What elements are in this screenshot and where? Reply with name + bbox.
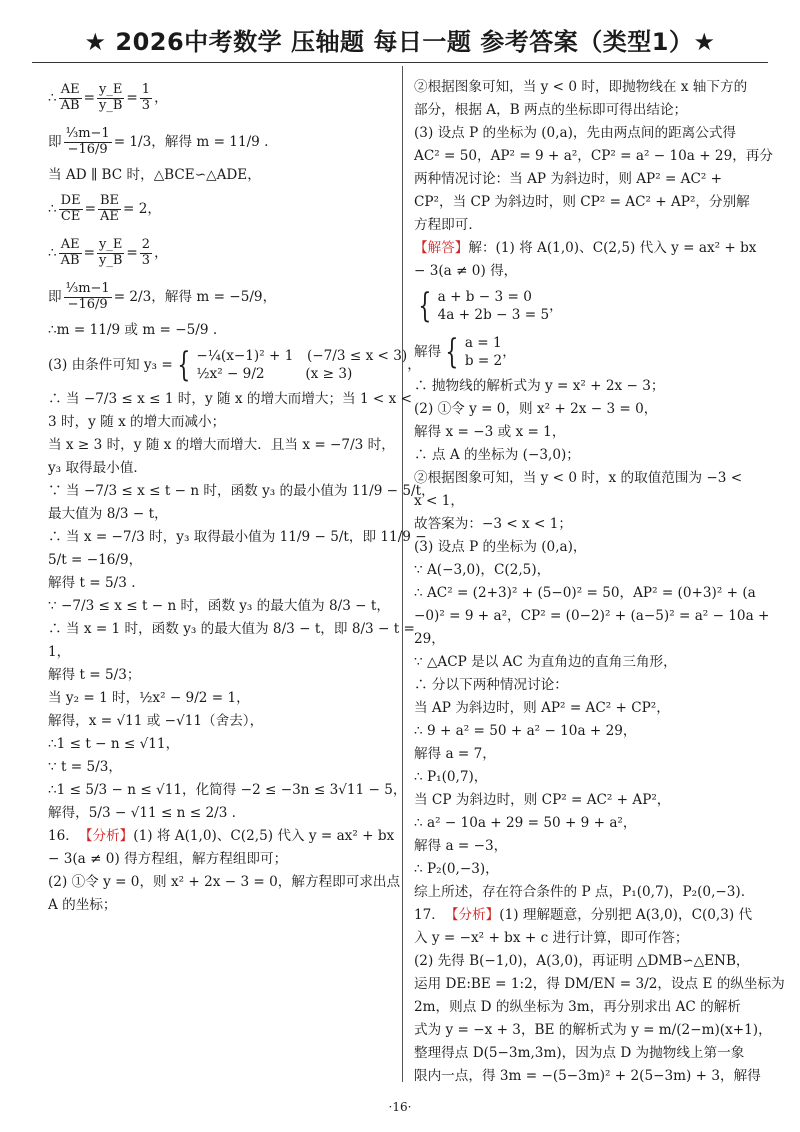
- text-line: [414, 283, 756, 329]
- equation-row: a = 1: [464, 334, 502, 351]
- text-line: [414, 421, 756, 444]
- left-brace: {: [445, 332, 459, 372]
- line-text: ②根据图象可知，当 y < 0 时，x 的取值范围为 −3 <: [414, 470, 743, 487]
- fraction-numerator: BE: [99, 192, 120, 208]
- line-text: CP²，当 CP 为斜边时，则 CP² = AC² + AP²，分别解: [414, 194, 750, 211]
- line-text: 综上所述，存在符合条件的 P 点，P₁(0,7)，P₂(0,−3).: [414, 884, 746, 901]
- line-text: 解：(1) 将 A(1,0)、C(2,5) 代入 y = ax² + bx: [468, 240, 757, 257]
- line-text: 当 CP 为斜边时，则 CP² = AC² + AP²，: [414, 792, 671, 809]
- text-line: [414, 904, 756, 927]
- text-line: [414, 398, 756, 421]
- equation-system: [465, 334, 502, 371]
- fraction-denominator: −16/9: [67, 296, 108, 312]
- fraction-numerator: y_E: [99, 81, 123, 97]
- text-line: [414, 927, 756, 950]
- fraction-numerator: DE: [60, 192, 81, 208]
- text-line: [414, 1065, 761, 1088]
- line-text: 29，: [414, 631, 445, 648]
- text-line: [414, 1042, 756, 1065]
- text-line: [48, 231, 394, 275]
- line-text: ∴ 当 x = 1 时，函数 y₃ 的最大值为 8/3 − t，即 8/3 − t =: [48, 621, 415, 638]
- line-text: ∴ 抛物线的解析式为 y = x² + 2x − 3；: [414, 378, 665, 395]
- line-text: 解得 t = 5/3 .: [48, 575, 136, 592]
- fraction: [59, 194, 83, 225]
- text-line: [414, 536, 756, 559]
- line-text: 两种情况讨论：当 AP 为斜边时，则 AP² = AC² +: [414, 171, 723, 188]
- line-text: (3) 设点 P 的坐标为 (0,a)，先由两点间的距离公式得: [414, 125, 737, 142]
- text-line: [414, 582, 756, 605]
- fraction-denominator: CE: [60, 208, 81, 224]
- text-line: [414, 1019, 772, 1042]
- equals-sign: =: [126, 89, 138, 106]
- line-text: 解得，5/3 − √11 ≤ n ≤ 2/3 .: [48, 805, 236, 822]
- text-line: [48, 572, 394, 595]
- text-line: [414, 720, 756, 743]
- text-line: [48, 76, 394, 120]
- text-line: [48, 411, 394, 434]
- text-line: [48, 187, 394, 231]
- text-line: [414, 214, 756, 237]
- line-text: AC² = 50，AP² = 9 + a²，CP² = a² − 10a + 29，再分: [414, 148, 773, 165]
- problem-number: 16．: [48, 828, 79, 845]
- text-line: [414, 122, 756, 145]
- line-text: 限内一点，得 3m = −(5−3m)² + 2(5−3m) + 3，解得: [414, 1068, 761, 1085]
- text-line: [48, 802, 394, 825]
- line-text: 解得 x = −3 或 x = 1，: [414, 424, 566, 441]
- line-text: ∵ −7/3 ≤ x ≤ t − n 时，函数 y₃ 的最大值为 8/3 − t，: [48, 598, 390, 615]
- equation-system: [196, 347, 407, 384]
- line-text: ∵ A(−3,0)，C(2,5)，: [414, 562, 551, 579]
- line-text: ∴1 ≤ t − n ≤ √11，: [48, 736, 180, 753]
- line-text: (2) ①令 y = 0，则 x² + 2x − 3 = 0，解方程即可求出点: [48, 874, 401, 891]
- text-line: [48, 388, 413, 411]
- text-line: [48, 319, 394, 342]
- equals-sign: =: [83, 89, 95, 106]
- fraction-denominator: AB: [60, 252, 80, 268]
- line-text: 运用 DE:BE = 1:2，得 DM/EN = 3/2，设点 E 的纵坐标为: [414, 976, 785, 993]
- equation-system: [438, 288, 550, 325]
- fraction-numerator: AE: [60, 236, 80, 252]
- fraction-numerator: 2: [141, 236, 151, 252]
- line-text: 方程即可．: [414, 217, 482, 234]
- line-text: x < 1，: [414, 493, 464, 510]
- fraction: [98, 194, 121, 225]
- text-line: [48, 164, 394, 187]
- text-line: [414, 628, 756, 651]
- line-text: ∴1 ≤ 5/3 − n ≤ √11，化简得 −2 ≤ −3n ≤ 3√11 − 5，: [48, 782, 407, 799]
- text-line: [414, 76, 756, 99]
- text-line: [414, 490, 756, 513]
- line-text: −0)² = 9 + a²，CP² = (0−2)² + (a−5)² = a² − 10a +: [414, 608, 770, 625]
- text-line: [48, 894, 394, 917]
- fraction-denominator: AE: [100, 208, 119, 224]
- text-line: [48, 710, 394, 733]
- left-brace: {: [177, 345, 191, 385]
- text-line: [414, 260, 756, 283]
- text-line: [414, 191, 756, 214]
- line-text: y₃ 取得最小值．: [48, 460, 148, 477]
- fraction-denominator: 3: [141, 252, 151, 268]
- text-line: [48, 503, 394, 526]
- text-line: [48, 848, 394, 871]
- line-tail: ，: [502, 343, 516, 360]
- fraction-denominator: y_B: [99, 252, 123, 268]
- text-line: [414, 789, 756, 812]
- line-text: 当 x ≥ 3 时，y 随 x 的增大而增大．且当 x = −7/3 时，: [48, 437, 395, 454]
- line-tail: ，: [407, 356, 421, 373]
- line-text: ∵ 当 −7/3 ≤ x ≤ t − n 时，函数 y₃ 的最小值为 11/9 − 5/t，: [48, 483, 435, 500]
- line-text: (1) 将 A(1,0)、C(2,5) 代入 y = ax² + bx: [133, 828, 395, 845]
- text-line: [414, 766, 756, 789]
- fraction: [59, 83, 82, 114]
- fraction-numerator: ⅓m−1: [65, 280, 110, 296]
- text-line: [414, 605, 770, 628]
- text-line: [414, 375, 756, 398]
- line-tail: ，: [154, 244, 168, 261]
- line-text: ∴ 当 −7/3 ≤ x ≤ 1 时，y 随 x 的增大而增大；当 1 < x <: [48, 391, 413, 408]
- line-text: 式为 y = −x + 3，BE 的解析式为 y = m/(2−m)(x+1)，: [414, 1022, 772, 1039]
- text-line: [414, 881, 756, 904]
- text-line: [414, 996, 756, 1019]
- equation-row: 4a + 2b − 3 = 5: [437, 307, 550, 323]
- fraction: [64, 282, 112, 313]
- problem-number: 17．: [414, 907, 445, 924]
- line-text: ∴ P₂(0,−3)，: [414, 861, 499, 878]
- text-line: [48, 457, 394, 480]
- text-line: [414, 743, 756, 766]
- line-text: 当 AD ∥ BC 时，△BCE∽△ADE，: [48, 167, 261, 184]
- fraction: [97, 238, 124, 269]
- line-text: ②根据图象可知，当 y < 0 时，即抛物线在 x 轴下方的: [414, 79, 748, 96]
- line-text: 1，: [48, 644, 71, 661]
- line-tail: ，: [154, 89, 168, 106]
- line-lead: (3) 由条件可知 y₃ =: [48, 356, 173, 373]
- line-text: ∴ 分以下两种情况讨论：: [414, 677, 568, 694]
- line-text: ∴m = 11/9 或 m = −5/9 .: [48, 322, 218, 339]
- line-text: ∵ t = 5/3，: [48, 759, 122, 776]
- text-line: [48, 434, 394, 457]
- line-tail: ，: [549, 297, 563, 314]
- equation-row: a + b − 3 = 0: [437, 288, 532, 305]
- text-line: [48, 756, 394, 779]
- line-lead: ∴: [48, 89, 57, 106]
- line-text: ∴ 当 x = −7/3 时，y₃ 取得最小值为 11/9 − 5/t，即 11/9 −: [48, 529, 427, 546]
- text-line: [48, 641, 394, 664]
- fraction-denominator: y_B: [99, 97, 123, 113]
- line-text: ∴ a² − 10a + 29 = 50 + 9 + a²，: [414, 815, 637, 832]
- fraction: [59, 238, 82, 269]
- fraction-denominator: −16/9: [67, 141, 108, 157]
- line-text: (3) 设点 P 的坐标为 (0,a)，: [414, 539, 587, 556]
- line-text: ∴ P₁(0,7)，: [414, 769, 488, 786]
- text-line: [48, 480, 435, 503]
- text-line: [48, 618, 415, 641]
- line-text: 当 y₂ = 1 时，½x² − 9/2 = 1，: [48, 690, 250, 707]
- line-text: 当 AP 为斜边时，则 AP² = AC² + CP²，: [414, 700, 670, 717]
- text-line: [48, 526, 427, 549]
- line-text: 最大值为 8/3 − t，: [48, 506, 168, 523]
- line-tail: = 2/3，解得 m = −5/9，: [113, 288, 277, 305]
- text-line: [414, 99, 756, 122]
- line-lead: 即: [48, 288, 62, 305]
- line-text: 解得，x = √11 或 −√11（舍去），: [48, 713, 264, 730]
- fraction-numerator: y_E: [99, 236, 123, 252]
- text-line: [414, 950, 756, 973]
- section-tag: 【分析】: [78, 828, 134, 845]
- text-line: [414, 858, 756, 881]
- line-text: ∴ AC² = (2+3)² + (5−0)² = 50，AP² = (0+3)² + (a: [414, 585, 756, 602]
- line-text: − 3(a ≠ 0) 得，: [414, 263, 518, 280]
- fraction-denominator: 3: [141, 97, 151, 113]
- fraction: [97, 83, 124, 114]
- text-line: [48, 733, 394, 756]
- line-text: A 的坐标；: [48, 897, 117, 914]
- fraction-numerator: 1: [141, 81, 151, 97]
- line-text: 3 时，y 随 x 的增大而减小；: [48, 414, 226, 431]
- text-line: [414, 237, 756, 260]
- line-lead: 即: [48, 133, 62, 150]
- page-header: ★ 2026中考数学 压轴题 每日一题 参考答案（类型1）★: [84, 28, 716, 56]
- left-column: [48, 76, 435, 917]
- text-line: [414, 835, 756, 858]
- line-lead: ∴: [48, 244, 57, 261]
- line-text: 解得 a = 7，: [414, 746, 496, 763]
- text-line: [48, 687, 394, 710]
- text-line: [414, 444, 756, 467]
- page-number: ·16·: [388, 1100, 412, 1114]
- text-line: [414, 674, 756, 697]
- line-tail: = 2，: [123, 200, 161, 217]
- line-text: 解得 t = 5/3；: [48, 667, 141, 684]
- section-tag: 【解答】: [414, 240, 469, 257]
- line-text: ∴ 点 A 的坐标为 (−3,0)；: [414, 447, 580, 464]
- line-text: ∴ 9 + a² = 50 + a² − 10a + 29，: [414, 723, 637, 740]
- line-text: (2) 先得 B(−1,0)，A(3,0)，再证明 △DMB∽△ENB，: [414, 953, 750, 970]
- equals-sign: =: [84, 200, 96, 217]
- text-line: [414, 651, 756, 674]
- text-line: [414, 329, 756, 375]
- equals-sign: =: [126, 244, 138, 261]
- section-tag: 【分析】: [444, 907, 500, 924]
- text-line: [48, 664, 394, 687]
- text-line: [414, 697, 756, 720]
- equation-row: ½x² − 9/2 (x ≥ 3): [196, 366, 353, 382]
- fraction: [64, 127, 112, 158]
- equation-row: b = 2: [464, 353, 503, 369]
- text-line: [414, 973, 785, 996]
- text-line: [48, 275, 394, 319]
- fraction-numerator: AE: [60, 81, 80, 97]
- column-divider: [402, 66, 403, 1082]
- text-line: [48, 120, 394, 164]
- line-text: 入 y = −x² + bx + c 进行计算，即可作答；: [414, 930, 689, 947]
- line-text: 5/t = −16/9，: [48, 552, 143, 569]
- text-line: [48, 779, 407, 802]
- right-column: [414, 76, 785, 1088]
- text-line: [48, 871, 401, 894]
- equals-sign: =: [83, 244, 95, 261]
- text-line: [48, 595, 394, 618]
- text-line: [414, 467, 756, 490]
- text-line: [48, 549, 394, 572]
- equation-row: −¼(x−1)² + 1 (−7/3 ≤ x < 3): [196, 347, 408, 364]
- line-text: − 3(a ≠ 0) 得方程组，解方程组即可；: [48, 851, 288, 868]
- line-text: 整理得点 D(5−3m,3m)，因为点 D 为抛物线上第一象: [414, 1045, 745, 1062]
- line-tail: = 1/3，解得 m = 11/9 .: [113, 133, 269, 150]
- fraction-denominator: AB: [60, 97, 80, 113]
- line-lead: ∴: [48, 200, 57, 217]
- text-line: [414, 145, 773, 168]
- text-line: [414, 559, 756, 582]
- line-text: ∵ △ACP 是以 AC 为直角边的直角三角形，: [414, 654, 677, 671]
- line-lead: 解得: [414, 343, 442, 360]
- text-line: [414, 168, 756, 191]
- line-text: (2) ①令 y = 0，则 x² + 2x − 3 = 0，: [414, 401, 658, 418]
- line-text: 故答案为：−3 < x < 1；: [414, 516, 572, 533]
- left-brace: {: [418, 286, 432, 326]
- header-divider: [32, 62, 768, 63]
- line-text: (1) 理解题意，分别把 A(3,0)，C(0,3) 代: [499, 907, 753, 924]
- text-line: [414, 513, 756, 536]
- line-text: 部分，根据 A，B 两点的坐标即可得出结论；: [414, 102, 688, 119]
- fraction: [140, 238, 152, 269]
- line-text: 解得 a = −3，: [414, 838, 508, 855]
- fraction: [140, 83, 152, 114]
- text-line: [48, 342, 421, 388]
- text-line: [48, 825, 394, 848]
- text-line: [414, 812, 756, 835]
- line-text: 2m，则点 D 的纵坐标为 3m，再分别求出 AC 的解析: [414, 999, 741, 1016]
- fraction-numerator: ⅓m−1: [65, 125, 110, 141]
